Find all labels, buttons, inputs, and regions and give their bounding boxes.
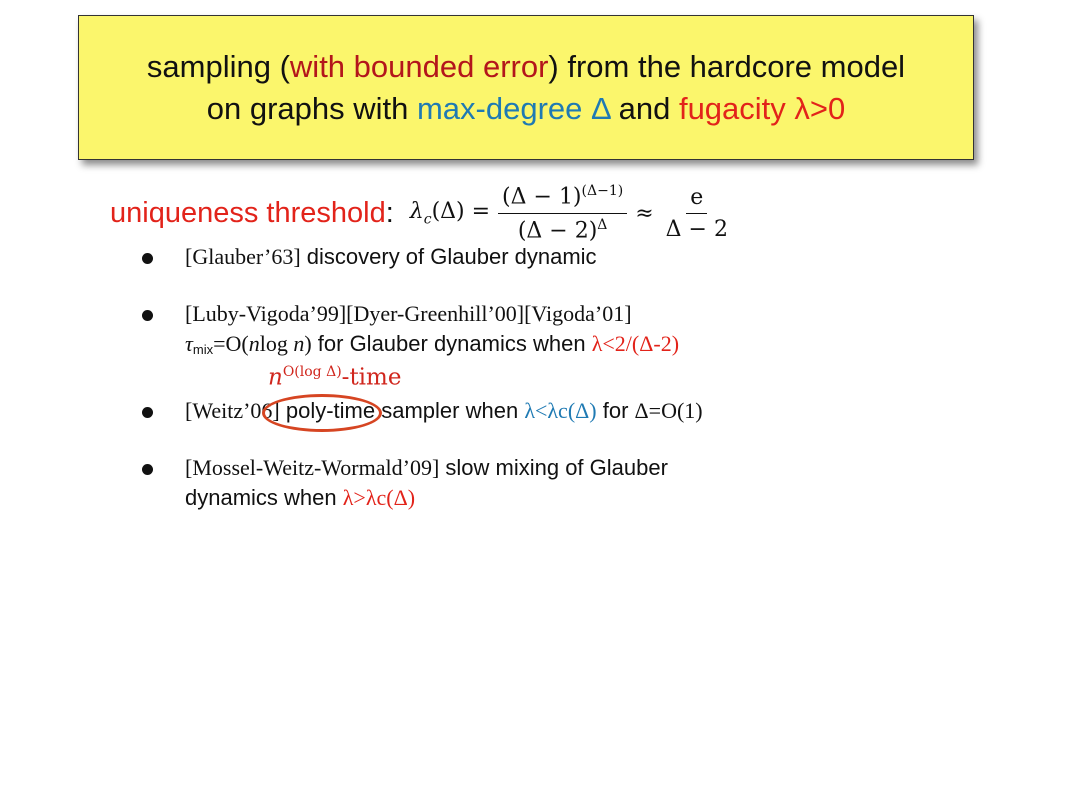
handwritten-circle (262, 394, 382, 432)
title-highlight-error: with bounded error (289, 48, 549, 84)
threshold-formula (410, 183, 740, 243)
citation: [Glauber’63] (185, 244, 301, 269)
title-text: ) from the hardcore model (548, 48, 906, 84)
bullet-text: for (596, 398, 635, 423)
formula-lhs: $\lambda_c(\Delta)$ = (409, 198, 491, 228)
bullet-text: slow mixing of Glauber (439, 455, 668, 480)
condition: λ<λc(Δ) (524, 398, 597, 423)
title-highlight-degree: max-degree Δ (416, 90, 610, 126)
threshold-label: uniqueness threshold (110, 196, 386, 229)
threshold-colon: : (385, 196, 394, 229)
citation: [Mossel-Weitz-Wormald’09] (185, 455, 440, 480)
bullet-item (143, 453, 943, 513)
title-line-2 (207, 88, 846, 130)
mixing-time-expression: $\tau_{mix}=O(nlog$ n) (185, 331, 312, 357)
condition: λ>λc(Δ) (342, 485, 416, 510)
uniqueness-threshold-row (110, 178, 740, 248)
handwritten-annotation: $n^{O(log \Delta)}$-time (268, 364, 402, 391)
formula-approx: ≈ (635, 200, 654, 226)
title-text: on graphs with (206, 90, 417, 126)
formula-fraction-2: $\frac{e}{\Delta - 2}$ (665, 184, 728, 242)
bullet-text: dynamics when (185, 485, 343, 510)
title-line-1 (147, 46, 905, 88)
title-box (78, 15, 974, 160)
title-text: and (610, 90, 679, 126)
poly-time-highlight: poly-time (285, 398, 376, 423)
citation: [Luby-Vigoda’99][Dyer-Greenhill’00][Vigoda’01] (185, 301, 632, 326)
bullet-text: sampler when (375, 398, 525, 423)
citation: [Weitz’06] (185, 398, 280, 423)
title-highlight-fugacity: fugacity λ>0 (678, 90, 846, 126)
condition: Δ=O(1) (634, 398, 703, 423)
bullet-text: for Glauber dynamics when (311, 331, 592, 356)
bullet-text: discovery of Glauber dynamic (300, 244, 597, 269)
condition: λ<2/(Δ-2) (591, 331, 680, 356)
bullet-item (143, 299, 943, 365)
formula-fraction-1: $\frac{(\Delta - 1)^{(\Delta-1)}}{(\Delta - 2)^\Delta}$ (498, 183, 627, 243)
title-text: sampling ( (146, 48, 290, 84)
bullet-item (143, 242, 943, 272)
